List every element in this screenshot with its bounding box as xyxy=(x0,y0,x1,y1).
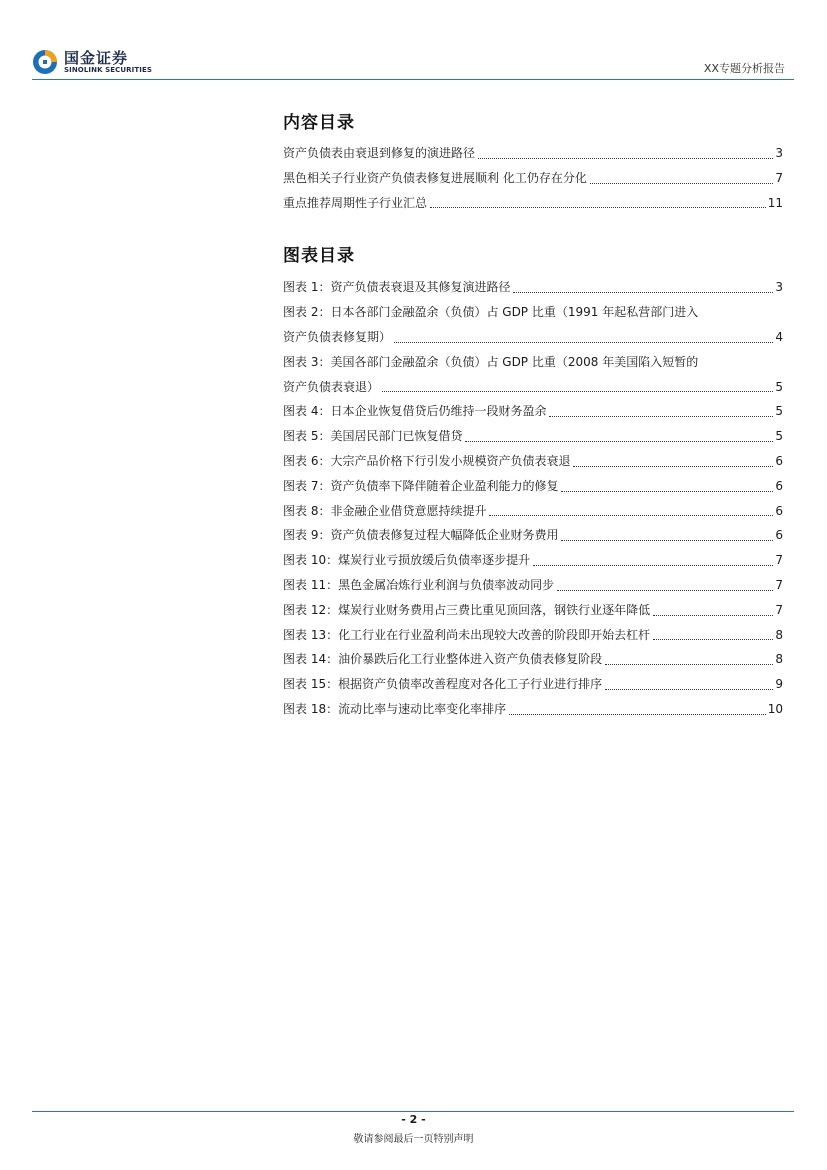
figure-entry[interactable] xyxy=(283,499,783,524)
figure-entry[interactable] xyxy=(283,275,783,300)
table-of-contents xyxy=(283,100,783,722)
contents-entry[interactable] xyxy=(283,166,783,191)
figure-entry-text-line1: 图表 2：日本各部门金融盈余（负债）占 GDP 比重（1991 年起私营部门进入 xyxy=(283,305,699,320)
figure-entry-text: 图表 7：资产负债率下降伴随着企业盈利能力的修复 xyxy=(283,478,559,493)
figure-entry-text-line1: 图表 3：美国各部门金融盈余（负债）占 GDP 比重（2008 年美国陷入短暂的 xyxy=(283,354,699,369)
figure-entry[interactable] xyxy=(283,523,783,548)
contents-entry-text: 资产负债表由衰退到修复的演进路径 xyxy=(283,146,476,160)
contents-entry-text: 黑色相关子行业资产负债表修复进展顺利 化工仍存在分化 xyxy=(283,170,587,185)
figure-entry-text: 图表 5：美国居民部门已恢复借贷 xyxy=(283,429,463,444)
figure-entry[interactable] xyxy=(283,350,783,400)
figure-entry-text: 图表 10：煤炭行业亏损放缓后负债率逐步提升 xyxy=(283,553,531,568)
figure-entry[interactable] xyxy=(283,573,783,598)
figure-entry-page: 7 xyxy=(775,577,783,592)
figure-entry-text: 图表 13：化工行业在行业盈利尚未出现较大改善的阶段即开始去杠杆 xyxy=(283,627,651,642)
page-header xyxy=(0,0,827,82)
leader-dots xyxy=(533,565,773,566)
figure-entry-page: 7 xyxy=(775,553,783,568)
report-name: XX专题分析报告 xyxy=(703,62,785,75)
figure-entry-page: 6 xyxy=(775,528,783,543)
figure-entry-text: 图表 4：日本企业恢复借贷后仍维持一段财务盈余 xyxy=(283,404,547,419)
figure-entry-text: 图表 9：资产负债表修复过程大幅降低企业财务费用 xyxy=(283,528,559,543)
figures-list xyxy=(283,275,783,721)
leader-dots xyxy=(549,416,773,417)
leader-dots xyxy=(653,639,773,640)
footer-divider xyxy=(32,1111,794,1112)
figure-entry[interactable] xyxy=(283,300,783,350)
figure-entry-page: 6 xyxy=(775,478,783,493)
figure-entry-page: 8 xyxy=(775,627,783,642)
leader-dots xyxy=(478,158,773,159)
leader-dots xyxy=(430,207,766,208)
figure-entry-page: 9 xyxy=(775,677,783,692)
company-logo xyxy=(32,46,152,78)
sinolink-logo-icon xyxy=(32,49,58,75)
figure-entry-text: 图表 14：油价暴跌后化工行业整体进入资产负债表修复阶段 xyxy=(283,652,603,667)
leader-dots xyxy=(605,664,773,665)
leader-dots xyxy=(513,292,773,293)
figure-entry[interactable] xyxy=(283,647,783,672)
figure-entry-page: 6 xyxy=(775,453,783,468)
contents-entry-page: 7 xyxy=(775,170,783,185)
figure-entry-page: 5 xyxy=(775,379,783,394)
figure-entry-text: 资产负债表衰退） xyxy=(283,379,380,394)
leader-dots xyxy=(590,183,774,184)
figure-entry[interactable] xyxy=(283,623,783,648)
figure-entry[interactable] xyxy=(283,424,783,449)
contents-entry-page: 11 xyxy=(767,195,783,210)
contents-title: 内容目录 xyxy=(283,113,355,133)
contents-entry-text: 重点推荐周期性子行业汇总 xyxy=(283,195,428,210)
figure-entry-text: 图表 18：流动比率与速动比率变化率排序 xyxy=(283,701,507,716)
figures-title: 图表目录 xyxy=(283,246,355,267)
figure-entry[interactable] xyxy=(283,548,783,573)
contents-entry-page: 3 xyxy=(775,146,783,160)
leader-dots xyxy=(465,441,773,442)
leader-dots xyxy=(573,466,773,467)
figure-entry-text: 图表 6：大宗产品价格下行引发小规模资产负债表衰退 xyxy=(283,453,571,468)
figure-entry[interactable] xyxy=(283,697,783,722)
figure-entry-page: 5 xyxy=(775,429,783,444)
leader-dots xyxy=(382,391,773,392)
leader-dots xyxy=(605,689,773,690)
figure-entry-page: 7 xyxy=(775,602,783,617)
figure-entry-text: 图表 15：根据资产负债率改善程度对各化工子行业进行排序 xyxy=(283,677,603,692)
contents-list xyxy=(283,141,783,215)
figure-entry-page: 8 xyxy=(775,652,783,667)
figure-entry[interactable] xyxy=(283,474,783,499)
figure-entry-text: 图表 11：黑色金属冶炼行业利润与负债率波动同步 xyxy=(283,577,555,592)
figure-entry[interactable] xyxy=(283,449,783,474)
figure-entry[interactable] xyxy=(283,672,783,697)
figure-entry-page: 6 xyxy=(775,503,783,518)
contents-entry[interactable] xyxy=(283,141,783,166)
figure-entry-text: 图表 8：非金融企业借贷意愿持续提升 xyxy=(283,503,487,518)
header-divider xyxy=(32,79,794,80)
logo-chinese-name: 国金证券 xyxy=(64,48,129,67)
figure-entry-page: 3 xyxy=(775,280,783,295)
logo-english-name: SINOLINK SECURITIES xyxy=(64,65,152,74)
figure-entry-text: 图表 1：资产负债表衰退及其修复演进路径 xyxy=(283,280,511,295)
figure-entry-text: 资产负债表修复期） xyxy=(283,329,392,344)
disclaimer-note: 敬请参阅最后一页特别声明 xyxy=(353,1134,474,1145)
leader-dots xyxy=(561,491,773,492)
contents-entry[interactable] xyxy=(283,191,783,216)
leader-dots xyxy=(557,590,773,591)
leader-dots xyxy=(561,540,773,541)
leader-dots xyxy=(489,515,773,516)
figure-entry-page: 4 xyxy=(775,329,783,344)
figure-entry-text: 图表 12：煤炭行业财务费用占三费比重见顶回落，钢铁行业逐年降低 xyxy=(283,602,651,617)
figure-entry-page: 5 xyxy=(775,404,783,419)
page-number: - 2 - xyxy=(401,1113,426,1126)
figure-entry[interactable] xyxy=(283,399,783,424)
leader-dots xyxy=(509,714,766,715)
figure-entry[interactable] xyxy=(283,598,783,623)
leader-dots xyxy=(394,342,773,343)
leader-dots xyxy=(653,615,773,616)
figure-entry-page: 10 xyxy=(767,701,783,716)
